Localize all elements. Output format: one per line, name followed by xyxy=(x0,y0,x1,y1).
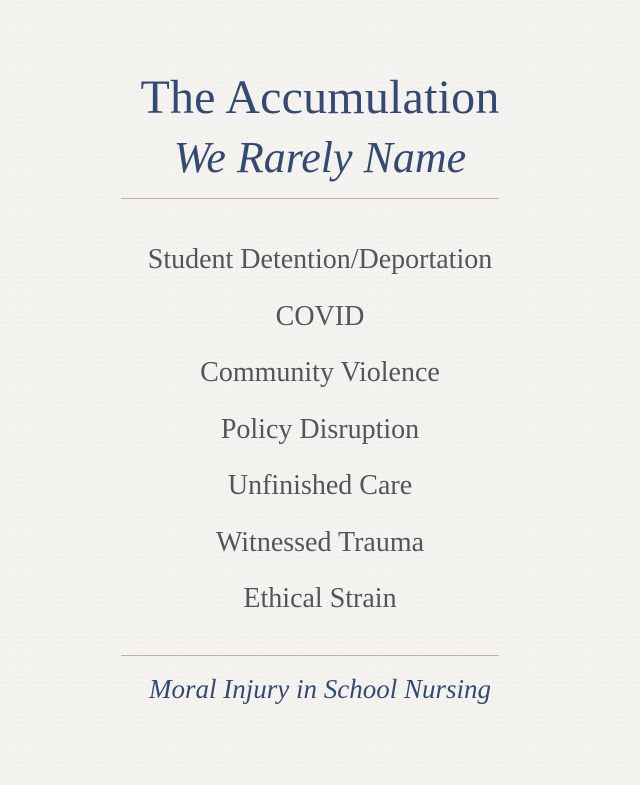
list-item-witnessed-trauma: Witnessed Trauma xyxy=(215,526,425,558)
list-item-student-detention: Student Detention/Deportation xyxy=(147,244,493,275)
page-subtitle: We Rarely Name xyxy=(173,133,467,182)
footer-caption: Moral Injury in School Nursing xyxy=(149,674,491,704)
list-item-community-violence: Community Violence xyxy=(200,357,440,388)
page-title: The Accumulation xyxy=(140,71,500,124)
accumulation-list xyxy=(0,238,640,634)
list-item-policy-disruption: Policy Disruption xyxy=(220,413,420,445)
bottom-divider xyxy=(121,655,499,656)
list-item-ethical-strain: Ethical Strain xyxy=(243,583,397,614)
list-item-unfinished-care: Unfinished Care xyxy=(227,470,413,501)
list-item-covid: COVID xyxy=(275,300,365,332)
top-divider xyxy=(121,198,499,199)
